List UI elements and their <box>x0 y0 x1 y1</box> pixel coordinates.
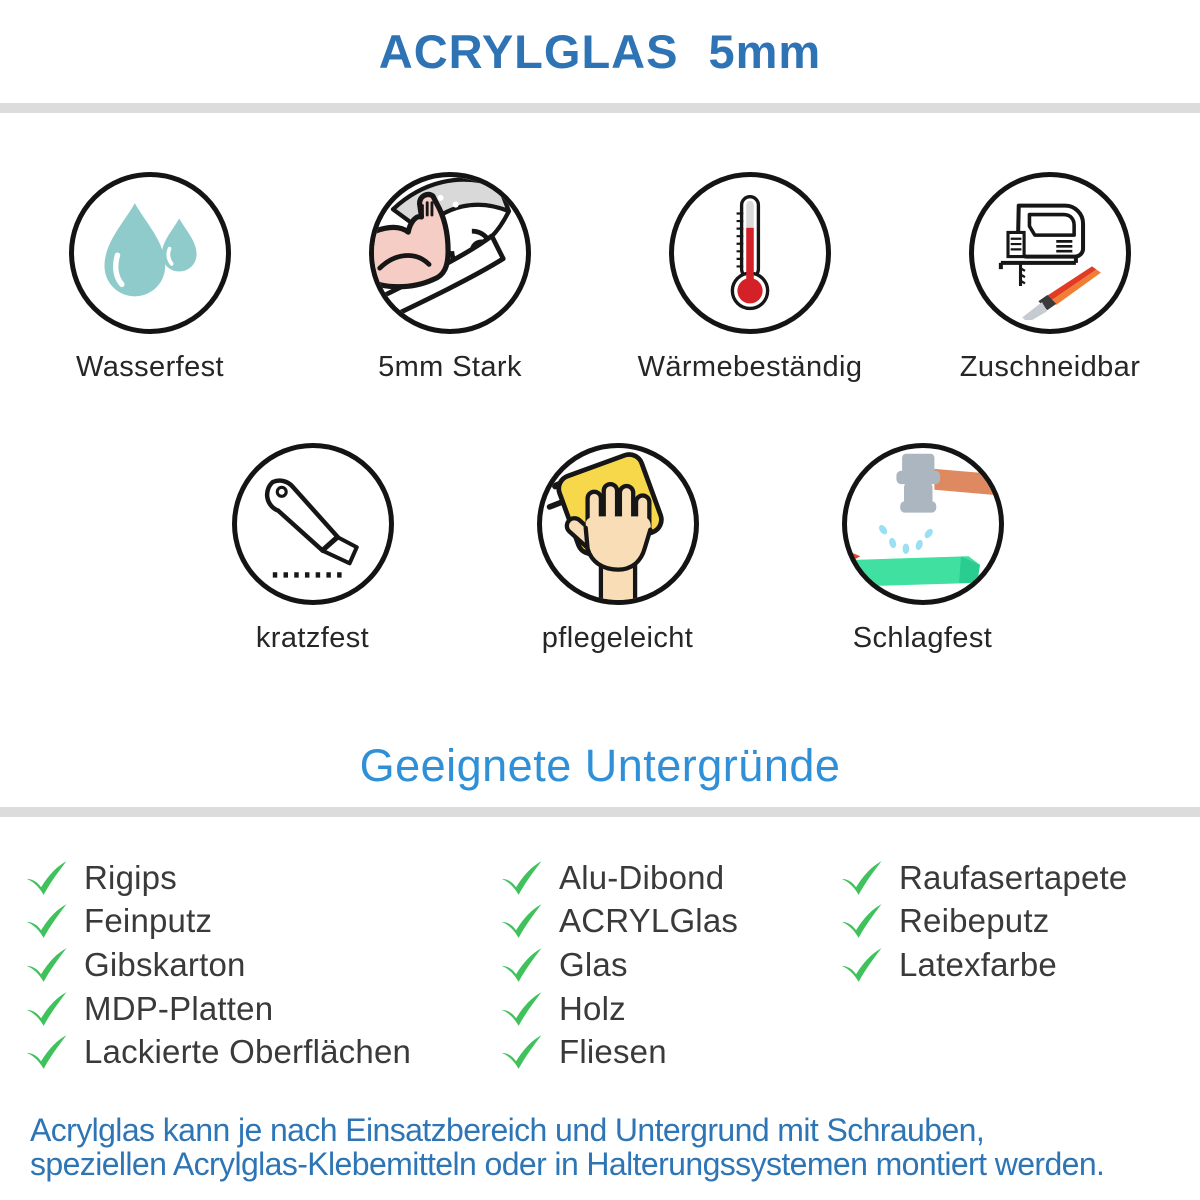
surface-label: Holz <box>559 989 626 1027</box>
surface-label: Gibskarton <box>84 945 246 983</box>
surfaces-list <box>25 856 1200 1074</box>
surface-label: Fliesen <box>559 1033 667 1071</box>
mounting-note-line1: Acrylglas kann je nach Einsatzbereich und Untergrund mit Schrauben, <box>30 1112 985 1148</box>
surface-label: Alu-Dibond <box>559 858 725 896</box>
surface-label: Rigips <box>84 858 177 896</box>
divider-middle <box>0 807 1200 817</box>
feature-label: kratzfest <box>255 622 370 654</box>
surface-label: Feinputz <box>84 902 213 940</box>
check-icon <box>25 903 69 939</box>
feature-impact-proof <box>770 443 1075 655</box>
muscle-arm-roll-icon <box>374 177 526 329</box>
surface-item <box>25 856 500 900</box>
check-icon <box>840 947 884 983</box>
feature-circle <box>232 443 394 605</box>
surface-item <box>500 987 840 1031</box>
check-icon <box>25 991 69 1027</box>
feature-label: pflegeleicht <box>541 622 694 654</box>
check-icon <box>840 903 884 939</box>
surface-item <box>500 943 840 987</box>
feature-circle <box>842 443 1004 605</box>
surface-item <box>25 943 500 987</box>
surface-label: MDP-Platten <box>84 989 274 1027</box>
feature-scratch-proof <box>160 443 465 655</box>
utility-knife-icon <box>246 457 380 591</box>
surfaces-column-1 <box>25 856 500 1074</box>
water-drops-icon <box>85 188 215 318</box>
surface-item <box>500 1030 840 1074</box>
feature-circle <box>369 172 531 334</box>
surface-label: Lackierte Oberflächen <box>84 1033 412 1071</box>
surface-label: Glas <box>559 945 628 983</box>
surface-label: Raufasertapete <box>899 858 1128 896</box>
surface-label: Reibeputz <box>899 902 1050 940</box>
check-icon <box>500 860 544 896</box>
feature-waterproof <box>0 172 300 384</box>
surface-item <box>840 900 1200 944</box>
surfaces-column-3 <box>840 856 1200 1074</box>
feature-heat-resistant <box>600 172 900 384</box>
check-icon <box>500 903 544 939</box>
surface-label: Latexfarbe <box>899 945 1057 983</box>
feature-label: Schlagfest <box>852 622 993 654</box>
feature-label: Zuschneidbar <box>959 351 1141 383</box>
feature-easy-care <box>465 443 770 655</box>
feature-label: Wasserfest <box>76 351 224 383</box>
mounting-note-line2: speziellen Acrylglas-Klebemitteln oder in Halterungssystemen montiert werden. <box>30 1146 1105 1182</box>
check-icon <box>25 1034 69 1070</box>
page-title: ACRYLGLAS 5mm <box>378 25 822 78</box>
surface-item <box>500 900 840 944</box>
surfaces-column-2 <box>500 856 840 1074</box>
check-icon <box>25 860 69 896</box>
check-icon <box>25 947 69 983</box>
check-icon <box>840 860 884 896</box>
feature-circle <box>969 172 1131 334</box>
feature-label: 5mm Stark <box>378 351 522 383</box>
feature-cuttable <box>900 172 1200 384</box>
feature-circle <box>669 172 831 334</box>
surface-item <box>500 856 840 900</box>
feature-row-1 <box>0 172 1200 384</box>
surface-item <box>25 987 500 1031</box>
surface-item <box>25 1030 500 1074</box>
surface-item <box>840 943 1200 987</box>
surface-item <box>25 900 500 944</box>
feature-thickness <box>300 172 600 384</box>
check-icon <box>500 1034 544 1070</box>
feature-row-2 <box>160 443 1080 655</box>
hammer-impact-icon <box>847 448 999 600</box>
cleaning-hand-cloth-icon <box>542 448 694 600</box>
check-icon <box>500 947 544 983</box>
divider-top <box>0 103 1200 113</box>
feature-label: Wärmebeständig <box>637 351 863 383</box>
jigsaw-cutter-icon <box>983 186 1117 320</box>
check-icon <box>500 991 544 1027</box>
feature-circle <box>537 443 699 605</box>
thermometer-icon <box>707 190 793 316</box>
mounting-note <box>30 1113 1104 1181</box>
feature-circle <box>69 172 231 334</box>
surface-item <box>840 856 1200 900</box>
surfaces-heading: Geeignete Untergründe <box>359 740 841 791</box>
surface-label: ACRYLGlas <box>559 902 739 940</box>
